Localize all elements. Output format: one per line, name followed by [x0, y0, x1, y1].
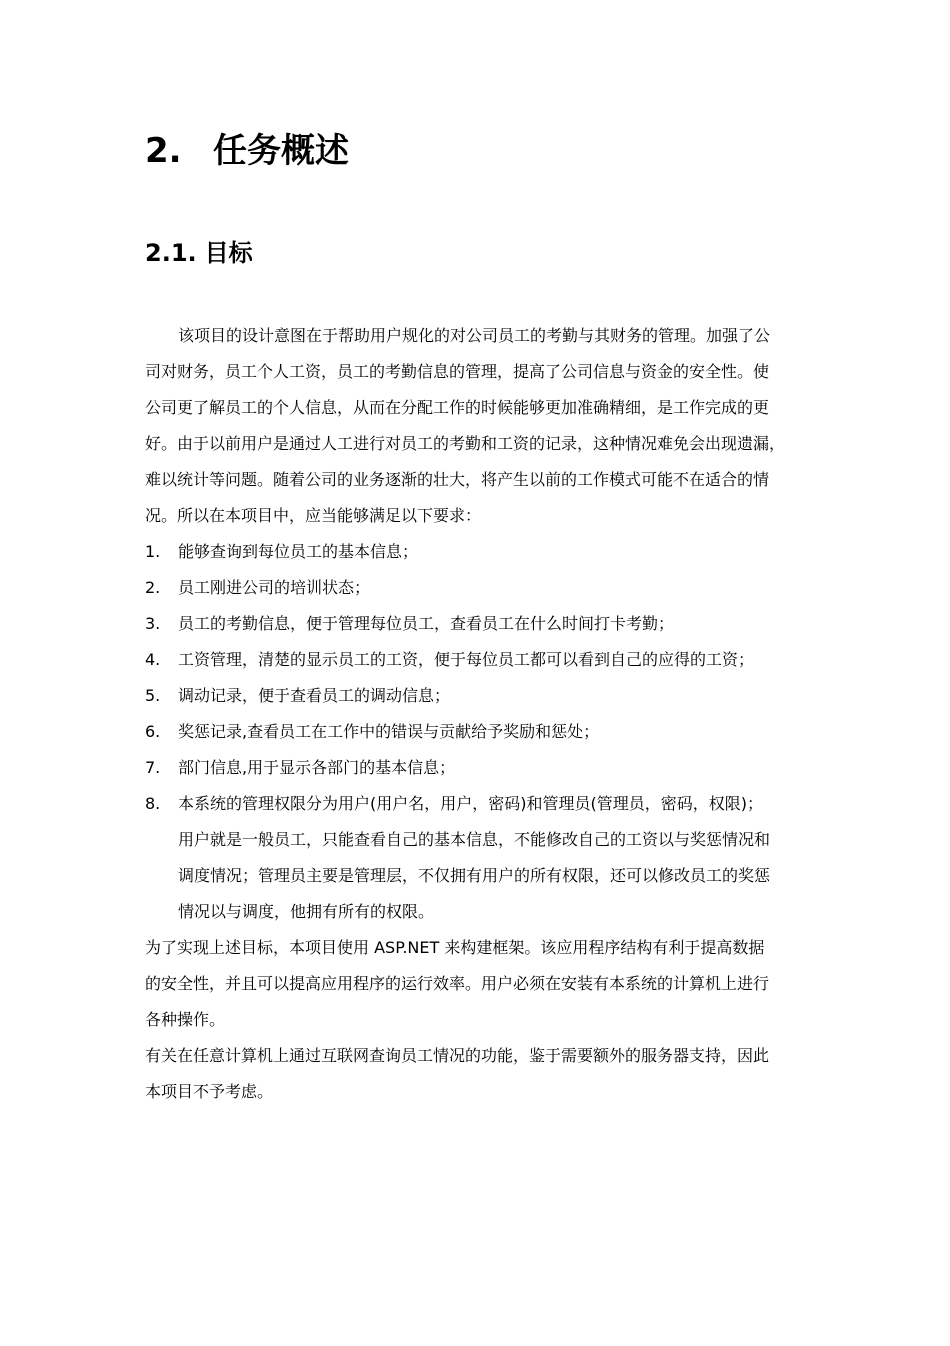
list-item [145, 786, 815, 822]
list-item-number: 7. [145, 758, 161, 777]
list-item-text: 奖惩记录,查看员工在工作中的错误与贡献给予奖励和惩处； [178, 722, 600, 741]
list-item-text: 部门信息,用于显示各部门的基本信息； [178, 758, 456, 777]
list-item [145, 714, 815, 750]
paragraph-line: 司对财务，员工个人工资，员工的考勤信息的管理，提高了公司信息与资金的安全性。使 [145, 362, 770, 381]
page-content [145, 124, 815, 1110]
list-item-number: 6. [145, 722, 161, 741]
list-item-number: 1. [145, 542, 161, 561]
paragraph-line: 好。由于以前用户是通过人工进行对员工的考勤和工资的记录，这种情况难免会出现遗漏， [145, 434, 786, 453]
subsection-title: 目标 [204, 239, 253, 267]
section-number: 2. [145, 131, 182, 171]
paragraph-line: 该项目的设计意图在于帮助用户规化的对公司员工的考勤与其财务的管理。加强了公 [178, 326, 771, 345]
list-item-detail-line: 情况以与调度，他拥有所有的权限。 [178, 902, 435, 921]
body-text [145, 318, 815, 1110]
subsection-heading [145, 233, 815, 273]
list-item-number: 4. [145, 650, 161, 669]
exclusion-paragraph [145, 1038, 815, 1110]
list-item [145, 570, 815, 606]
intro-paragraph [145, 318, 815, 534]
subsection-number: 2.1. [145, 239, 197, 267]
section-title: 任务概述 [213, 131, 349, 171]
list-item-number: 2. [145, 578, 161, 597]
list-item-text: 员工刚进公司的培训状态； [178, 578, 371, 597]
paragraph-line: 有关在任意计算机上通过互联网查询员工情况的功能，鉴于需要额外的服务器支持，因此 [145, 1046, 770, 1065]
section-heading [145, 124, 815, 178]
list-item-text: 能够查询到每位员工的基本信息； [178, 542, 419, 561]
list-item-text: 工资管理，清楚的显示员工的工资，便于每位员工都可以看到自己的应得的工资； [178, 650, 755, 669]
list-item [145, 750, 815, 786]
paragraph-line: 为了实现上述目标，本项目使用 ASP.NET 来构建框架。该应用程序结构有利于提高数据 [145, 938, 765, 957]
list-item-detail-line: 用户就是一般员工，只能查看自己的基本信息，不能修改自己的工资以与奖惩情况和 [178, 830, 771, 849]
paragraph-line: 公司更了解员工的个人信息，从而在分配工作的时候能够更加准确精细，是工作完成的更 [145, 398, 770, 417]
list-item-text: 员工的考勤信息，便于管理每位员工，查看员工在什么时间打卡考勤； [178, 614, 675, 633]
list-item-text: 调动记录，便于查看员工的调动信息； [178, 686, 451, 705]
list-item [145, 606, 815, 642]
list-item-text: 本系统的管理权限分为用户(用户名，用户，密码)和管理员(管理员，密码，权限)； [178, 794, 763, 813]
framework-paragraph [145, 930, 815, 1038]
list-item-number: 3. [145, 614, 161, 633]
list-item [145, 642, 815, 678]
list-item [145, 534, 815, 570]
paragraph-line: 的安全性，并且可以提高应用程序的运行效率。用户必须在安装有本系统的计算机上进行 [145, 974, 770, 993]
paragraph-line: 各种操作。 [145, 1010, 226, 1029]
list-item-number: 8. [145, 794, 161, 813]
paragraph-line: 本项目不予考虑。 [145, 1082, 274, 1101]
requirements-list [145, 534, 815, 930]
list-item-number: 5. [145, 686, 161, 705]
paragraph-line: 难以统计等问题。随着公司的业务逐渐的壮大，将产生以前的工作模式可能不在适合的情 [145, 470, 770, 489]
list-item [145, 678, 815, 714]
paragraph-line: 况。所以在本项目中，应当能够满足以下要求： [145, 506, 482, 525]
list-item-detail-line: 调度情况；管理员主要是管理层，不仅拥有用户的所有权限，还可以修改员工的奖惩 [178, 866, 771, 885]
